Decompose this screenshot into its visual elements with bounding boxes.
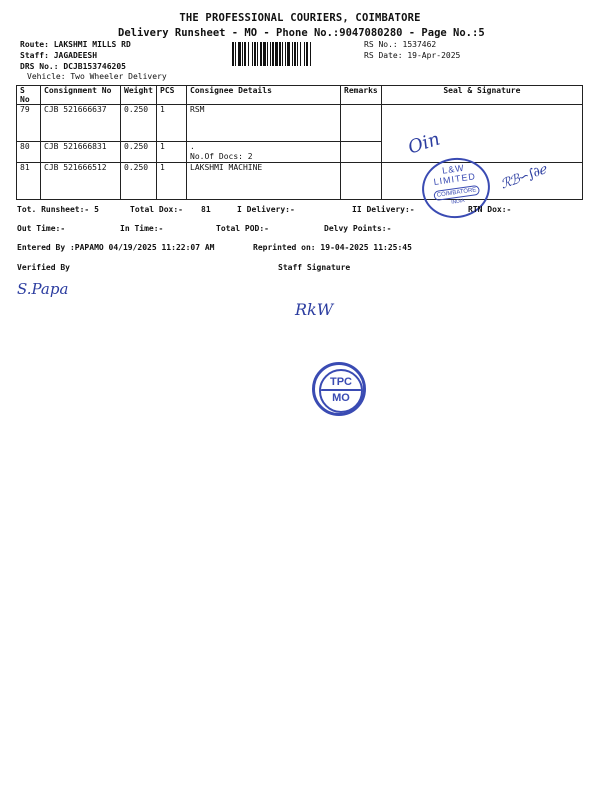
- seal-handwriting: Oin: [405, 128, 443, 159]
- out-time: Out Time:-: [17, 224, 66, 233]
- seal-bottom-text: INDIA: [450, 197, 465, 206]
- staff-handwriting: RkW: [295, 300, 334, 319]
- col-header-pcs: PCS: [157, 86, 187, 105]
- consignee-name: .: [190, 142, 195, 151]
- cell-sno: 79: [17, 105, 41, 142]
- col-header-sno: S No: [17, 86, 41, 105]
- cell-seal-signature: [381, 105, 582, 163]
- receiver-signature: ℛℬ∽∫∂ℯ: [498, 162, 548, 193]
- cell-consignee: [187, 142, 341, 163]
- total-dox-label: Total Dox:-: [130, 205, 183, 214]
- stamp-mo-text: MO: [332, 392, 350, 404]
- ii-delivery: II Delivery:-: [352, 205, 415, 214]
- tot-runsheet: Tot. Runsheet:- 5: [17, 205, 99, 214]
- col-header-consignee: Consignee Details: [187, 86, 341, 105]
- cell-weight: 0.250: [121, 105, 157, 142]
- total-pod: Total POD:-: [216, 224, 269, 233]
- staff-label: Staff: JAGADEESH: [20, 51, 98, 60]
- cell-sno: 80: [17, 142, 41, 163]
- runsheet-subtitle: Delivery Runsheet - MO - Phone No.:9047080280 - Page No.:5: [118, 27, 485, 39]
- cell-weight: 0.250: [121, 142, 157, 163]
- vehicle-label: Vehicle: Two Wheeler Delivery: [27, 72, 167, 81]
- cell-consignee: RSM: [187, 105, 341, 142]
- col-header-weight: Weight: [121, 86, 157, 105]
- drs-barcode: [232, 42, 350, 66]
- col-header-remarks: Remarks: [341, 86, 382, 105]
- total-dox-value: 81: [201, 205, 211, 214]
- verified-handwriting: S.Papa: [17, 280, 69, 298]
- cell-consignee: LAKSHMI MACHINE: [187, 163, 341, 200]
- rs-date: RS Date: 19-Apr-2025: [364, 51, 461, 60]
- delvy-points: Delvy Points:-: [324, 224, 392, 233]
- cell-remarks: [341, 142, 382, 163]
- cell-remarks: [341, 163, 382, 200]
- in-time: In Time:-: [120, 224, 164, 233]
- route-label: Route: LAKSHMI MILLS RD: [20, 40, 131, 49]
- cell-pcs: 1: [157, 105, 187, 142]
- staff-signature-label: Staff Signature: [278, 263, 351, 272]
- drs-number: DRS No.: DCJB153746205: [20, 62, 126, 71]
- entered-by: Entered By :PAPAMO 04/19/2025 11:22:07 AM: [17, 243, 215, 252]
- rtn-dox: RTN Dox:-: [468, 205, 512, 214]
- cell-consignment: CJB 521666831: [41, 142, 121, 163]
- company-title: THE PROFESSIONAL COURIERS, COIMBATORE: [179, 12, 421, 24]
- cell-weight: 0.250: [121, 163, 157, 200]
- cell-pcs: 1: [157, 142, 187, 163]
- verified-by-label: Verified By: [17, 263, 70, 272]
- rs-number: RS No.: 1537462: [364, 40, 437, 49]
- cell-consignment: CJB 521666512: [41, 163, 121, 200]
- cell-pcs: 1: [157, 163, 187, 200]
- i-delivery: I Delivery:-: [237, 205, 295, 214]
- table-header-row: [17, 86, 583, 105]
- delivery-table: [16, 85, 583, 200]
- cell-consignment: CJB 521666637: [41, 105, 121, 142]
- seal-top-text: L&W LIMITED: [432, 162, 477, 187]
- tpc-mo-stamp: [312, 362, 366, 416]
- seal-mid-text: COIMBATORE: [433, 185, 480, 201]
- stamp-tpc-text: TPC: [330, 376, 352, 388]
- table-row: [17, 163, 583, 200]
- barcode-space: [311, 42, 312, 66]
- cell-remarks: [341, 105, 382, 142]
- table-row: [17, 105, 583, 142]
- col-header-seal: Seal & Signature: [381, 86, 582, 105]
- col-header-consignment: Consignment No: [41, 86, 121, 105]
- docs-count-note: No.Of Docs: 2: [190, 152, 253, 161]
- reprinted-on: Reprinted on: 19-04-2025 11:25:45: [253, 243, 412, 252]
- cell-sno: 81: [17, 163, 41, 200]
